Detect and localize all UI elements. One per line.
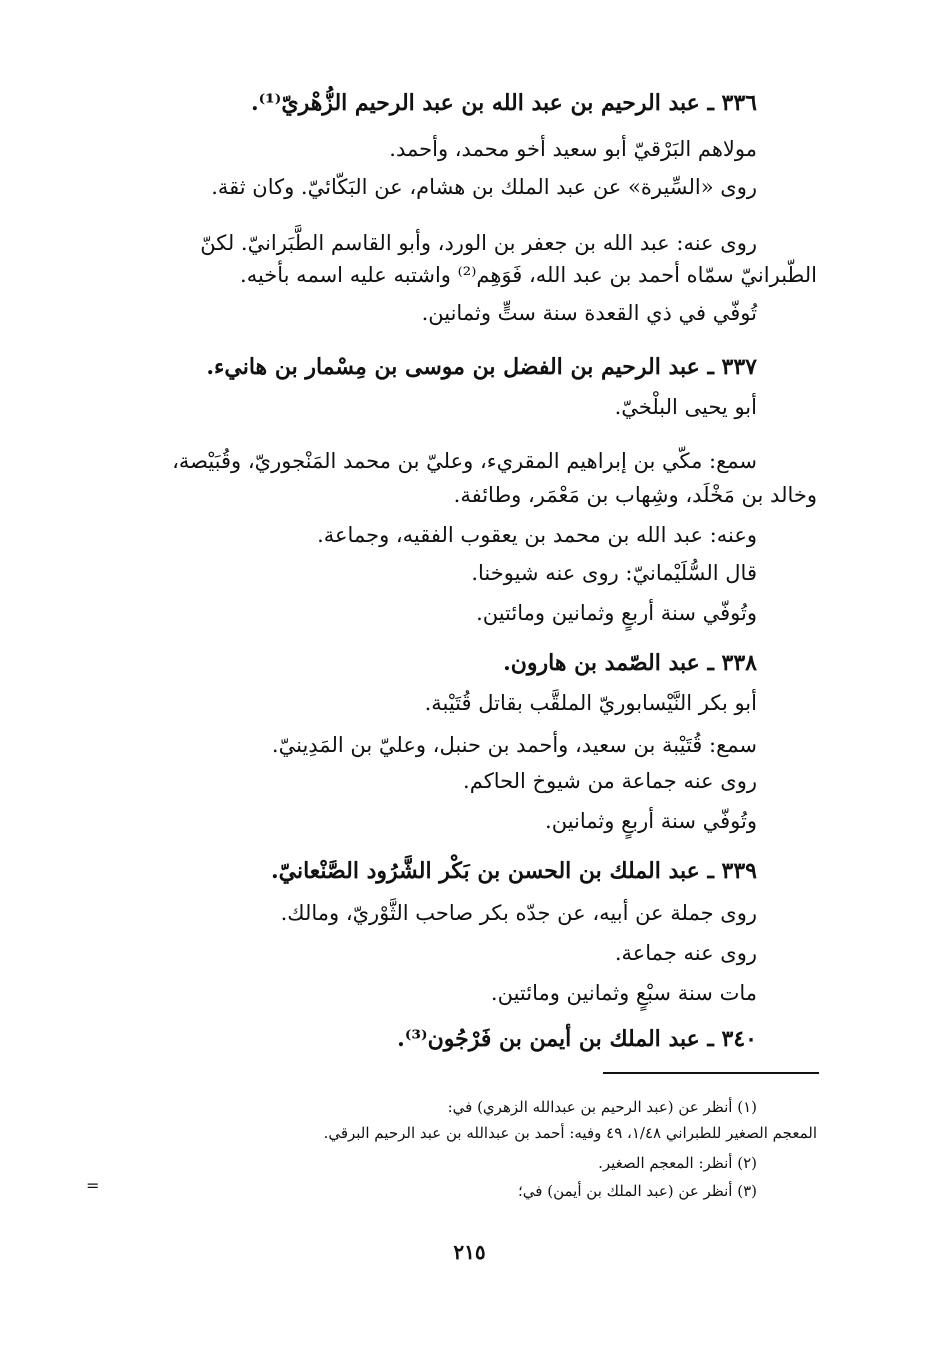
entry-text-line: أبو يحيى البلْخيّ. (614, 395, 757, 419)
entry-text-line: روى عنه جماعة من شيوخ الحاكم. (463, 769, 757, 793)
footnote-1-continuation: المعجم الصغير للطبراني ١/٤٨، ٤٩ وفيه: أحمد بن عبدالله بن عبد الرحيم البرقي. (323, 1124, 817, 1142)
entry-heading-336: ٣٣٦ ـ عبد الرحيم بن عبد الله بن عبد الرحيم الزُّهْريّ⁽¹⁾. (250, 90, 757, 116)
entry-text-line: تُوفّي في ذي القعدة سنة ستٍّ وثمانين. (421, 301, 757, 325)
entry-text-line: روى جملة عن أبيه، عن جدّه بكر صاحب الثَّوْريّ، ومالك. (280, 901, 757, 925)
entry-text-line: قال السُّلَيْمانيّ: روى عنه شيوخنا. (471, 561, 757, 585)
entry-heading-338: ٣٣٨ ـ عبد الصّمد بن هارون. (503, 650, 757, 676)
entry-text-line: وتُوفّي سنة أربعٍ وثمانين. (545, 809, 757, 833)
entry-text-line: روى «السِّيرة» عن عبد الملك بن هشام، عن البَكّائيّ. وكان ثقة. (211, 175, 757, 199)
entry-text-line: مولاهم البَرْقيّ أبو سعيد أخو محمد، وأحمد. (389, 137, 757, 161)
margin-mark: = (86, 1176, 100, 1195)
entry-text-line: وخالد بن مَخْلَد، وشِهاب بن مَعْمَر، وطائفة. (453, 483, 817, 507)
entry-text-line: أبو بكر النَّيْسابوريّ الملقَّب بقاتل قُتَيْبة. (424, 691, 757, 715)
entry-text-line: سمع: مكّي بن إبراهيم المقريء، وعليّ بن محمد المَنْجوريّ، وقُبَيْصة، (172, 449, 757, 473)
footnote-3: (٣) أنظر عن (عبد الملك بن أيمن) في؛ (518, 1182, 757, 1200)
entry-text-line: وعنه: عبد الله بن محمد بن يعقوب الفقيه، وجماعة. (317, 523, 757, 547)
entry-text-line: روى عنه جماعة. (614, 941, 757, 965)
page-number: ٢١٥ (453, 1240, 486, 1264)
footnote-1: (١) أنظر عن (عبد الرحيم بن عبدالله الزهري) في: (447, 1098, 757, 1116)
entry-heading-337: ٣٣٧ ـ عبد الرحيم بن الفضل بن موسى بن مِسْمار بن هانيء. (206, 354, 757, 380)
footnote-separator (603, 1072, 819, 1074)
entry-text-line: روى عنه: عبد الله بن جعفر بن الورد، وأبو القاسم الطَّبَرانيّ. لكنّ (200, 231, 757, 255)
entry-text-line: سمع: قُتَيْبة بن سعيد، وأحمد بن حنبل، وعليّ بن المَدِينيّ. (271, 733, 757, 757)
entry-heading-339: ٣٣٩ ـ عبد الملك بن الحسن بن بَكْر الشَّرُود الصَّنْعانيّ. (270, 858, 757, 884)
entry-text-line: مات سنة سبْعٍ وثمانين ومائتين. (490, 981, 757, 1005)
entry-text-line: وتُوفّي سنة أربعٍ وثمانين ومائتين. (476, 601, 757, 625)
entry-heading-340: ٣٤٠ ـ عبد الملك بن أيمن بن فَرْجُون⁽³⁾. (397, 1026, 757, 1052)
footnote-2: (٢) أنظر: المعجم الصغير. (598, 1154, 757, 1172)
entry-text-line: الطّبرانيّ سمّاه أحمد بن عبد الله، فَوَهِم⁽²⁾ واشتبه عليه اسمه بأخيه. (240, 263, 817, 287)
